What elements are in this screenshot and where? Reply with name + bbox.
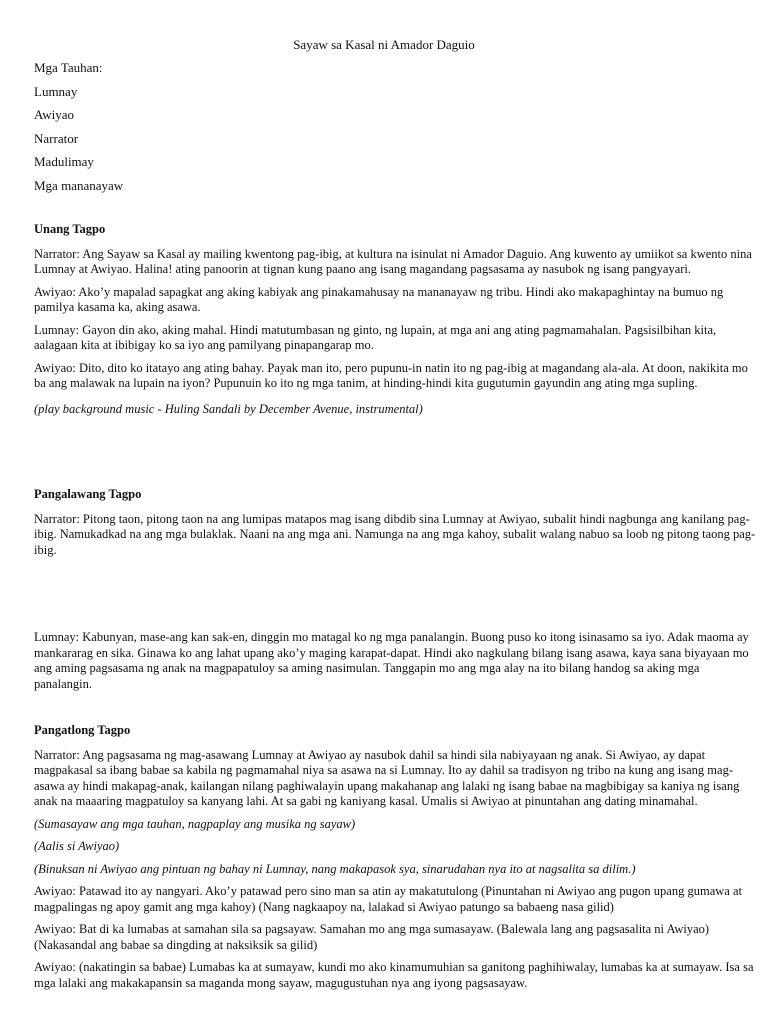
dialogue-paragraph: Narrator: Pitong taon, pitong taon na ang lumipas matapos mag isang dibdib sina Lumnay at Awiyao, subalit hindi nagbunga ang kanilang pag-ibig. Namukadkad na ang mga bulaklak. Naani na ang mga ani. Namunga na ang mga kahoy, subalit walang nabuo sa loob ng pitong taong pag-ibig. — [34, 511, 756, 557]
scene-1 — [34, 222, 756, 424]
stage-note: (play background music - Huling Sandali by December Avenue, instrumental) — [34, 401, 423, 416]
narration-paragraph: Narrator: Ang pagsasama ng mag-asawang Lumnay at Awiyao ay nasubok dahil sa hindi sila nabiyayaan ng anak. Si Awiyao, ay dapat magpakasal sa ibang babae sa kabila ng pagmamahal niya sa asawa na si Lumnay. Ito ay dahil sa tradisyon ng tribo na kung ang isang mag-asawa ay hindi makapag-anak, kailangan nilang paghiwalayin upang makahanap ang lalaki ng isang babae na magbibigay sa kaniya ng isang anak na maaaring magpatuloy sa kanyang lahi. At sa gabi ng kaniyang kasal. Umalis si Awiyao at pinuntahan ang dating minamahal. — [34, 747, 740, 808]
cast-heading: Mga Tauhan: — [34, 60, 103, 75]
stage-note: (Aalis si Awiyao) — [34, 839, 120, 853]
scene-2-continued — [34, 630, 756, 699]
dialogue-paragraph: Awiyao: Ako’y mapalad sapagkat ang aking kabiyak ang pinakamahusay na mananayaw ng tribu. Hindi ako makapaghintay na bumuo ng pamilya kasama ka, aking asawa. — [34, 284, 724, 314]
document-title: Sayaw sa Kasal ni Amador Daguio — [293, 37, 475, 52]
scene-2 — [34, 487, 756, 565]
dialogue-paragraph: Awiyao: (nakatingin sa babae) Lumabas ka at sumayaw, kundi mo ako kinamumuhian sa ganitong paghihiwalay, lumabas ka at sumayaw. Isa sa mga lalaki ang makakapansin sa maganda mong sayaw, magugustuhan nya ang iyong pagsasayaw. — [34, 960, 754, 990]
stage-note: (Sumasayaw ang mga tauhan, nagpaplay ang musika ng sayaw) — [34, 816, 356, 831]
cast-item: Mga mananayaw — [34, 177, 124, 193]
cast-item: Awiyao — [34, 107, 74, 122]
dialogue-paragraph: Awiyao: Dito, dito ko itatayo ang ating bahay. Payak man ito, pero pupunu-in natin ito ng pag-ibig at magandang ala-ala. At doon, nakikita mo ba ang malawak na lupain na iyon? Pupunuin ko ito ng mga tanim, at hinding-hindi kita gugutumin gayundin ang ating mga supling. — [34, 360, 748, 390]
cast-list — [34, 60, 123, 201]
cast-item: Lumnay — [34, 83, 78, 99]
scene-3 — [34, 723, 756, 998]
scene-heading: Unang Tagpo — [34, 222, 106, 236]
scene-heading: Pangalawang Tagpo — [34, 487, 142, 501]
cast-item: Narrator — [34, 130, 79, 146]
scene-heading: Pangatlong Tagpo — [34, 723, 131, 737]
dialogue-paragraph: Awiyao: Bat di ka lumabas at samahan sila sa pagsayaw. Samahan mo ang mga sumasayaw. (Balewala lang ang pagsasalita ni Awiyao) (Nakasandal ang babae sa dingding at naksiksik sa gilid) — [34, 922, 710, 952]
stage-note: (Binuksan ni Awiyao ang pintuan ng bahay ni Lumnay, nang makapasok sya, sinarudahan nya ito at nagsalita sa dilim.) — [34, 861, 636, 876]
dialogue-paragraph: Lumnay: Gayon din ako, aking mahal. Hindi matutumbasan ng ginto, ng lupain, at mga ani ang ating pagmamahalan. Pagsisilbihan kita, aalagaan kita at ibibigay ko sa iyo ang pamilyang pinapangarap mo. — [34, 322, 717, 352]
dialogue-paragraph: Awiyao: Patawad ito ay nangyari. Ako’y patawad pero sino man sa atin ay makatutulong (Pinuntahan ni Awiyao ang pugon upang gumawa at magpalingas ng apoy gamit ang mga kahoy) (Nang nagkaapoy na, lalakad si Awiyao patungo sa babaeng nasa gilid) — [34, 884, 742, 914]
cast-item: Madulimay — [34, 154, 94, 169]
dialogue-paragraph: Narrator: Ang Sayaw sa Kasal ay mailing kwentong pag-ibig, at kultura na isinulat ni Amador Daguio. Ang kuwento ay umiikot sa kwento nina Lumnay at Awiyao. Halina! ating panoorin at tignan kung paano ang isang magandang pagsasama ay nasubok ng isang pangyayari. — [34, 246, 752, 276]
dialogue-paragraph: Lumnay: Kabunyan, mase-ang kan sak-en, dinggin mo matagal ko ng mga panalangin. Buong puso ko itong isinasamo sa iyo. Adak maoma ay mankararag en sika. Ginawa ko ang lahat upang ako’y maging karapat-dapat. Hindi ako nagkulang bilang isang asawa, kaya sana biyayaan mo ang aming pagsasama ng anak na magpapatuloy sa aming nasimulan. Tanggapin mo ang mga alay na ito bilang handog sa aking mga panalangin. — [34, 630, 749, 691]
